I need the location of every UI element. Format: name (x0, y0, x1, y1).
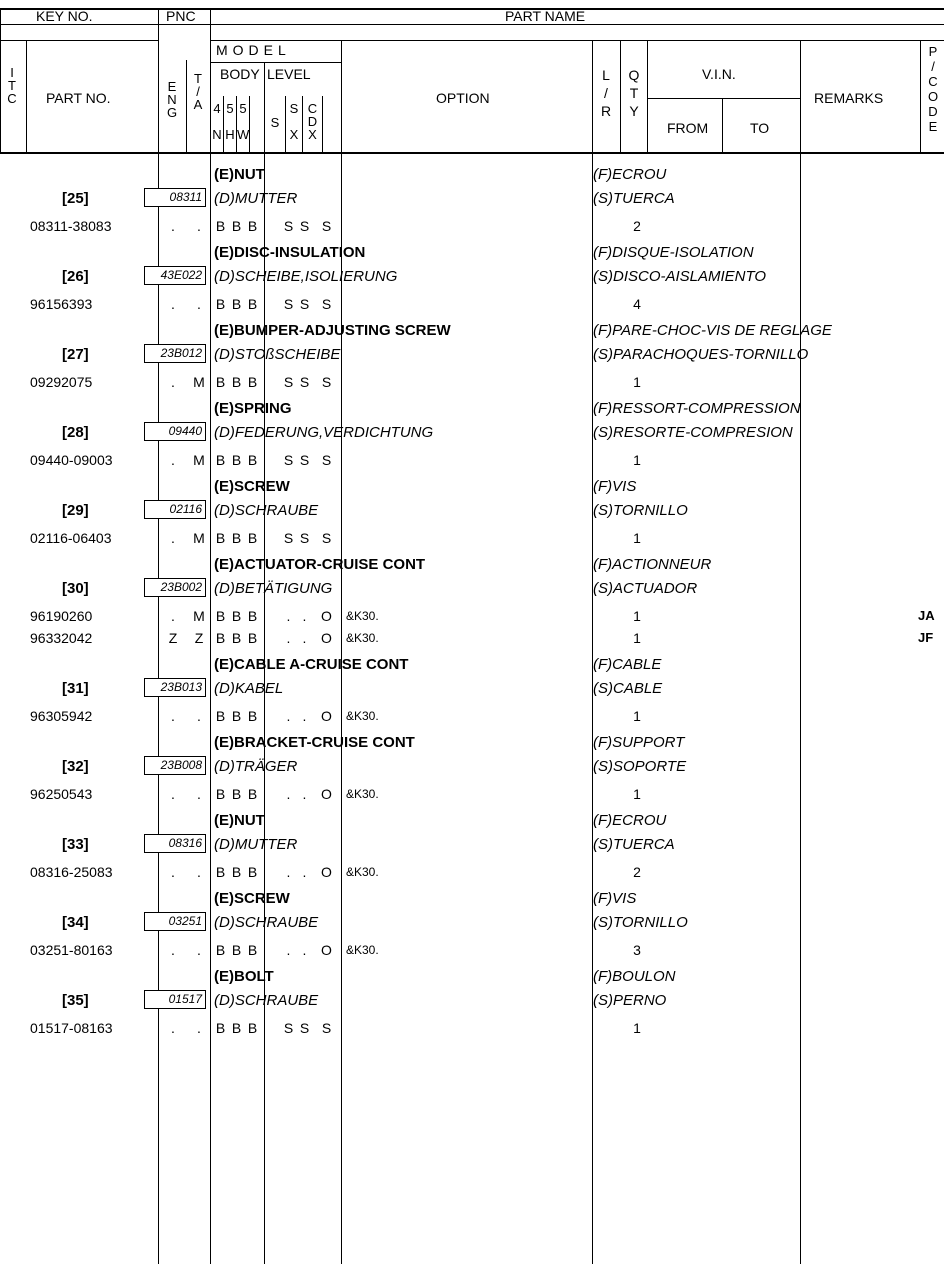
eng-code: . (171, 374, 175, 390)
key-number: [34] (62, 914, 89, 931)
level-cdx: O (321, 608, 332, 624)
eng-code: . (171, 786, 175, 802)
body-5h: B (231, 296, 242, 312)
level-sx: . (302, 786, 307, 802)
itc-header: I T C (7, 65, 17, 106)
level-s: . (286, 786, 291, 802)
quantity: 1 (633, 608, 641, 624)
eng-code: . (171, 218, 175, 234)
quantity: 1 (633, 374, 641, 390)
model-header: MODEL (216, 42, 291, 58)
level-cdx: S (321, 452, 332, 468)
p-code: JF (918, 630, 934, 645)
body-header: BODY (220, 66, 260, 82)
pnc-code: 23B008 (144, 756, 206, 775)
quantity: 1 (633, 630, 641, 646)
part-number: 08316-25083 (30, 864, 113, 880)
ta-code: . (197, 864, 201, 880)
level-s: S (283, 374, 294, 390)
part-name-f: (F)PARE-CHOC-VIS DE REGLAGE (593, 322, 832, 339)
part-number: 08311-38083 (30, 218, 112, 234)
part-name-en: (E)BOLT (214, 968, 274, 985)
part-name-d: (D)MUTTER (214, 190, 298, 207)
body-5w: B (247, 608, 258, 624)
part-name-en: (E)BUMPER-ADJUSTING SCREW (214, 322, 451, 339)
quantity: 4 (633, 296, 641, 312)
pnc-code: 23B012 (144, 344, 206, 363)
body-4n: B (215, 1020, 226, 1036)
part-name-en: (E)NUT (214, 166, 265, 183)
quantity: 1 (633, 1020, 641, 1036)
vin-from-header: FROM (667, 120, 709, 136)
part-number: 96156393 (30, 296, 93, 312)
body-5w: B (247, 296, 258, 312)
part-name-s: (S)TUERCA (593, 190, 675, 207)
option-code: &K30. (346, 631, 379, 645)
level-cdx: S (321, 296, 332, 312)
level-sx: . (302, 608, 307, 624)
key-number: [35] (62, 992, 89, 1009)
part-name-s: (S)PARACHOQUES-TORNILLO (593, 346, 809, 363)
level-s: . (286, 864, 291, 880)
pnc-code: 23B013 (144, 678, 206, 697)
ta-code: Z (194, 630, 204, 646)
quantity: 1 (633, 708, 641, 724)
body-5w: B (247, 218, 258, 234)
body-5h: B (231, 1020, 242, 1036)
quantity: 2 (633, 218, 641, 234)
level-cdx: S (321, 530, 332, 546)
ta-code: . (197, 296, 201, 312)
level-sx: S (299, 530, 310, 546)
vin-header: V.I.N. (702, 66, 736, 82)
option-code: &K30. (346, 709, 379, 723)
ta-code: M (193, 530, 205, 546)
key-no-header: KEY NO. (36, 8, 93, 24)
level-s: S (283, 296, 294, 312)
body-5h: B (231, 608, 242, 624)
body-4n: B (215, 864, 226, 880)
part-number: 09292075 (30, 374, 93, 390)
body-4n: B (215, 374, 226, 390)
level-sx: . (302, 708, 307, 724)
part-name-en: (E)BRACKET-CRUISE CONT (214, 734, 415, 751)
body-5w: B (247, 786, 258, 802)
body-4n: B (215, 296, 226, 312)
part-name-en: (E)SPRING (214, 400, 292, 417)
part-name-s: (S)RESORTE-COMPRESION (593, 424, 793, 441)
ta-code: . (197, 1020, 201, 1036)
part-name-en: (E)NUT (214, 812, 265, 829)
option-code: &K30. (346, 943, 379, 957)
ta-code: . (197, 218, 201, 234)
pnc-code: 43E022 (144, 266, 206, 285)
option-code: &K30. (346, 787, 379, 801)
part-name-f: (F)RESSORT-COMPRESSION (593, 400, 801, 417)
body-5h: B (231, 530, 242, 546)
pnc-code: 09440 (144, 422, 206, 441)
level-sx: S (299, 452, 310, 468)
level-cdx: S (321, 218, 332, 234)
part-number: 02116-06403 (30, 530, 112, 546)
eng-code: Z (168, 630, 178, 646)
key-number: [33] (62, 836, 89, 853)
level-s: . (286, 708, 291, 724)
key-number: [25] (62, 190, 89, 207)
key-number: [27] (62, 346, 89, 363)
body-4n-header: 4 N (212, 101, 222, 142)
key-number: [29] (62, 502, 89, 519)
body-5h: B (231, 452, 242, 468)
key-number: [32] (62, 758, 89, 775)
ta-code: M (193, 452, 205, 468)
part-name-d: (D)FEDERUNG,VERDICHTUNG (214, 424, 434, 441)
body-5w: B (247, 530, 258, 546)
body-4n: B (215, 218, 226, 234)
level-cdx: O (321, 942, 332, 958)
level-cdx: S (321, 374, 332, 390)
level-s-header: S (270, 115, 280, 130)
eng-code: . (171, 942, 175, 958)
eng-code: . (171, 452, 175, 468)
option-code: &K30. (346, 609, 379, 623)
eng-code: . (171, 864, 175, 880)
option-header: OPTION (436, 90, 490, 106)
qty-header: Q T Y (628, 67, 640, 119)
part-name-en: (E)ACTUATOR-CRUISE CONT (214, 556, 426, 573)
level-sx: S (299, 218, 310, 234)
body-5w: B (247, 374, 258, 390)
part-name-d: (D)TRÄGER (214, 758, 298, 775)
level-s: S (283, 530, 294, 546)
pcode-header: P / C O D E (927, 44, 939, 134)
key-number: [31] (62, 680, 89, 697)
pnc-code: 23B002 (144, 578, 206, 597)
level-s: . (286, 630, 291, 646)
pnc-code: 02116 (144, 500, 206, 519)
part-name-s: (S)TORNILLO (593, 502, 688, 519)
part-number: 03251-80163 (30, 942, 113, 958)
pnc-header: PNC (166, 8, 196, 24)
body-5h-header: 5 H (225, 101, 235, 142)
part-name-f: (F)ECROU (593, 812, 667, 829)
ta-code: M (193, 608, 205, 624)
part-name-en: (E)CABLE A-CRUISE CONT (214, 656, 409, 673)
remarks-header: REMARKS (814, 90, 884, 106)
body-4n: B (215, 608, 226, 624)
body-5h: B (231, 218, 242, 234)
body-5h: B (231, 942, 242, 958)
part-name-d: (D)MUTTER (214, 836, 298, 853)
body-5w: B (247, 1020, 258, 1036)
body-4n: B (215, 630, 226, 646)
eng-code: . (171, 530, 175, 546)
body-5w: B (247, 452, 258, 468)
part-name-s: (S)TUERCA (593, 836, 675, 853)
level-cdx: S (321, 1020, 332, 1036)
ta-code: . (197, 786, 201, 802)
part-number: 96305942 (30, 708, 93, 724)
part-name-s: (S)SOPORTE (593, 758, 687, 775)
key-number: [26] (62, 268, 89, 285)
part-name-d: (D)SCHRAUBE (214, 992, 319, 1009)
part-name-d: (D)SCHRAUBE (214, 914, 319, 931)
eng-header: E N G (166, 79, 178, 120)
quantity: 1 (633, 452, 641, 468)
p-code: JA (918, 608, 935, 623)
part-name-d: (D)KABEL (214, 680, 284, 697)
pnc-code: 08316 (144, 834, 206, 853)
eng-code: . (171, 296, 175, 312)
part-name-f: (F)CABLE (593, 656, 662, 673)
body-5w: B (247, 864, 258, 880)
part-name-f: (F)VIS (593, 890, 637, 907)
ta-code: M (193, 374, 205, 390)
level-cdx: O (321, 786, 332, 802)
part-name-s: (S)CABLE (593, 680, 663, 697)
part-name-s: (S)DISCO-AISLAMIENTO (593, 268, 767, 285)
level-cdx-header: C D X (307, 101, 318, 142)
part-name-d: (D)STOßSCHEIBE (214, 346, 341, 363)
part-name-d: (D)SCHRAUBE (214, 502, 319, 519)
body-5w: B (247, 708, 258, 724)
part-name-f: (F)ACTIONNEUR (593, 556, 712, 573)
eng-code: . (171, 708, 175, 724)
level-cdx: O (321, 708, 332, 724)
level-s: S (283, 452, 294, 468)
part-name-f: (F)DISQUE-ISOLATION (593, 244, 754, 261)
part-name-s: (S)TORNILLO (593, 914, 688, 931)
part-number: 01517-08163 (30, 1020, 113, 1036)
eng-code: . (171, 1020, 175, 1036)
level-s: S (283, 1020, 294, 1036)
quantity: 1 (633, 786, 641, 802)
part-name-f: (F)BOULON (593, 968, 676, 985)
ta-header: T / A (193, 71, 203, 112)
part-number: 96190260 (30, 608, 93, 624)
body-5w: B (247, 630, 258, 646)
body-5h: B (231, 630, 242, 646)
level-s: S (283, 218, 294, 234)
lr-header: L / R (600, 67, 612, 119)
part-name-header: PART NAME (505, 8, 586, 24)
part-name-en: (E)SCREW (214, 478, 290, 495)
part-name-en: (E)SCREW (214, 890, 290, 907)
body-5h: B (231, 708, 242, 724)
pnc-code: 03251 (144, 912, 206, 931)
body-5h: B (231, 786, 242, 802)
level-header: LEVEL (267, 66, 311, 82)
ta-code: . (197, 942, 201, 958)
part-number: 96332042 (30, 630, 93, 646)
part-name-f: (F)ECROU (593, 166, 667, 183)
level-sx: S (299, 374, 310, 390)
body-4n: B (215, 530, 226, 546)
pnc-code: 08311 (144, 188, 206, 207)
quantity: 3 (633, 942, 641, 958)
level-sx: . (302, 942, 307, 958)
part-no-header: PART NO. (46, 90, 111, 106)
pnc-code: 01517 (144, 990, 206, 1009)
eng-code: . (171, 608, 175, 624)
level-sx: S (299, 296, 310, 312)
option-code: &K30. (346, 865, 379, 879)
quantity: 2 (633, 864, 641, 880)
part-name-en: (E)DISC-INSULATION (214, 244, 366, 261)
part-name-d: (D)SCHEIBE,ISOLIERUNG (214, 268, 398, 285)
part-name-d: (D)BETÄTIGUNG (214, 580, 333, 597)
body-4n: B (215, 452, 226, 468)
quantity: 1 (633, 530, 641, 546)
part-name-s: (S)PERNO (593, 992, 667, 1009)
body-5h: B (231, 864, 242, 880)
level-s: . (286, 942, 291, 958)
level-sx: . (302, 630, 307, 646)
body-4n: B (215, 786, 226, 802)
level-sx: . (302, 864, 307, 880)
vin-to-header: TO (750, 120, 770, 136)
part-name-f: (F)VIS (593, 478, 637, 495)
body-4n: B (215, 942, 226, 958)
part-name-s: (S)ACTUADOR (593, 580, 698, 597)
level-s: . (286, 608, 291, 624)
level-cdx: O (321, 864, 332, 880)
body-5w: B (247, 942, 258, 958)
level-sx-header: S X (289, 101, 299, 142)
part-number: 09440-09003 (30, 452, 113, 468)
ta-code: . (197, 708, 201, 724)
key-number: [28] (62, 424, 89, 441)
level-sx: S (299, 1020, 310, 1036)
body-5w-header: 5 W (237, 101, 250, 142)
body-5h: B (231, 374, 242, 390)
part-name-f: (F)SUPPORT (593, 734, 685, 751)
body-4n: B (215, 708, 226, 724)
key-number: [30] (62, 580, 89, 597)
part-number: 96250543 (30, 786, 93, 802)
level-cdx: O (321, 630, 332, 646)
